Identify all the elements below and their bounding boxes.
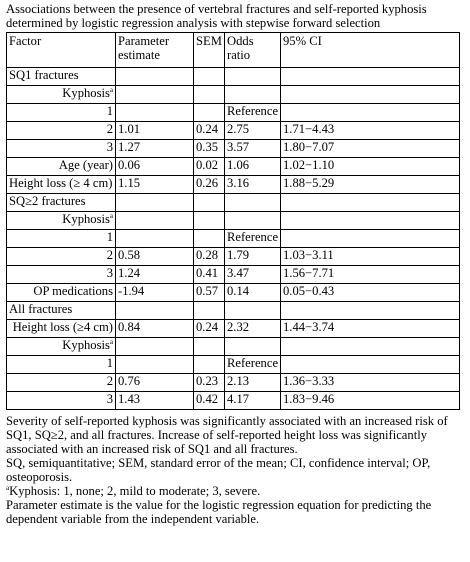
cell-odds: Reference bbox=[225, 356, 281, 374]
factor-label: Kyphosis bbox=[62, 86, 110, 100]
cell-ci bbox=[281, 68, 460, 86]
cell-ci: 1.02−1.10 bbox=[281, 158, 460, 176]
cell-odds: 4.17 bbox=[225, 392, 281, 410]
table-row bbox=[7, 392, 460, 410]
cell-estimate: 0.58 bbox=[116, 248, 194, 266]
cell-ci bbox=[281, 212, 460, 230]
factor-label: Kyphosis bbox=[62, 212, 110, 226]
factor-label: 1 bbox=[106, 356, 113, 370]
cell-sem bbox=[194, 356, 225, 374]
table-row bbox=[7, 122, 460, 140]
factor-label: Height loss (≥4 cm) bbox=[12, 320, 113, 334]
table-row bbox=[7, 338, 460, 356]
footnote-kyphosis-text: Kyphosis: 1, none; 2, mild to moderate; 3, severe. bbox=[9, 484, 261, 498]
regression-table bbox=[6, 32, 460, 410]
factor-label: 1 bbox=[106, 104, 113, 118]
factor-label: 2 bbox=[106, 248, 113, 262]
footnote-summary: Severity of self-reported kyphosis was significantly associated with an increased risk of SQ1, SQ≥2, and all fractures. Increase of self-reported height loss was significantly associated with an increased risk of SQ1 and all fractures. bbox=[6, 414, 448, 456]
cell-ci bbox=[281, 86, 460, 104]
cell-sem bbox=[194, 68, 225, 86]
cell-ci bbox=[281, 302, 460, 320]
cell-ci bbox=[281, 230, 460, 248]
table-row bbox=[7, 140, 460, 158]
cell-estimate: 1.15 bbox=[116, 176, 194, 194]
cell-sem bbox=[194, 104, 225, 122]
cell-sem: 0.35 bbox=[194, 140, 225, 158]
factor-label: All fractures bbox=[9, 302, 73, 316]
table-row bbox=[7, 158, 460, 176]
cell-sem: 0.57 bbox=[194, 284, 225, 302]
cell-sem bbox=[194, 194, 225, 212]
factor-label: Age (year) bbox=[58, 158, 113, 172]
footnote-kyphosis bbox=[6, 484, 466, 498]
footnotes bbox=[6, 414, 466, 526]
cell-estimate: 1.27 bbox=[116, 140, 194, 158]
cell-sem: 0.24 bbox=[194, 320, 225, 338]
cell-factor bbox=[7, 212, 116, 230]
cell-odds: 3.16 bbox=[225, 176, 281, 194]
cell-estimate: 1.24 bbox=[116, 266, 194, 284]
cell-ci: 1.88−5.29 bbox=[281, 176, 460, 194]
cell-factor bbox=[7, 284, 116, 302]
cell-odds: 2.32 bbox=[225, 320, 281, 338]
cell-odds: 3.47 bbox=[225, 266, 281, 284]
cell-estimate: 0.84 bbox=[116, 320, 194, 338]
cell-odds bbox=[225, 194, 281, 212]
cell-ci: 1.80−7.07 bbox=[281, 140, 460, 158]
table-row bbox=[7, 194, 460, 212]
table-title: Associations between the presence of vertebral fractures and self-reported kyphosis determined by logistic regression analysis with stepwise forward selection bbox=[6, 2, 427, 30]
cell-sem: 0.42 bbox=[194, 392, 225, 410]
cell-sem: 0.24 bbox=[194, 122, 225, 140]
cell-odds: 2.13 bbox=[225, 374, 281, 392]
cell-factor bbox=[7, 374, 116, 392]
table-row bbox=[7, 104, 460, 122]
cell-odds: 2.75 bbox=[225, 122, 281, 140]
factor-label: 2 bbox=[106, 122, 113, 136]
cell-factor bbox=[7, 248, 116, 266]
cell-estimate: 0.76 bbox=[116, 374, 194, 392]
cell-sem bbox=[194, 212, 225, 230]
factor-label: 3 bbox=[106, 392, 113, 406]
cell-factor bbox=[7, 302, 116, 320]
cell-odds bbox=[225, 302, 281, 320]
cell-sem bbox=[194, 302, 225, 320]
cell-estimate bbox=[116, 230, 194, 248]
header-odds-ratio: Odds ratio bbox=[225, 33, 281, 68]
header-sem: SEM bbox=[194, 33, 225, 68]
factor-label: SQ≥2 fractures bbox=[9, 194, 86, 208]
cell-estimate bbox=[116, 68, 194, 86]
cell-estimate bbox=[116, 212, 194, 230]
cell-ci: 0.05−0.43 bbox=[281, 284, 460, 302]
footnote-mark: a bbox=[109, 212, 113, 220]
cell-factor bbox=[7, 194, 116, 212]
cell-ci: 1.83−9.46 bbox=[281, 392, 460, 410]
table-figure bbox=[6, 2, 466, 526]
cell-sem: 0.41 bbox=[194, 266, 225, 284]
cell-estimate bbox=[116, 338, 194, 356]
cell-odds bbox=[225, 86, 281, 104]
table-row bbox=[7, 266, 460, 284]
table-row bbox=[7, 356, 460, 374]
cell-estimate bbox=[116, 194, 194, 212]
cell-ci: 1.71−4.43 bbox=[281, 122, 460, 140]
cell-estimate bbox=[116, 302, 194, 320]
table-row bbox=[7, 302, 460, 320]
footnote-parameter: Parameter estimate is the value for the logistic regression equation for predicting the dependent variable from the independent variable. bbox=[6, 498, 432, 526]
cell-odds bbox=[225, 68, 281, 86]
cell-ci bbox=[281, 356, 460, 374]
cell-odds: 0.14 bbox=[225, 284, 281, 302]
cell-factor bbox=[7, 356, 116, 374]
cell-sem bbox=[194, 86, 225, 104]
table-row bbox=[7, 230, 460, 248]
table-row bbox=[7, 374, 460, 392]
factor-label: OP medications bbox=[33, 284, 113, 298]
table-row bbox=[7, 86, 460, 104]
table-row bbox=[7, 212, 460, 230]
factor-label: SQ1 fractures bbox=[9, 68, 79, 82]
table-row bbox=[7, 68, 460, 86]
footnote-mark: a bbox=[109, 86, 113, 94]
factor-label: 2 bbox=[106, 374, 113, 388]
cell-sem bbox=[194, 338, 225, 356]
cell-sem: 0.23 bbox=[194, 374, 225, 392]
cell-factor bbox=[7, 86, 116, 104]
cell-estimate: 0.06 bbox=[116, 158, 194, 176]
factor-label: 1 bbox=[106, 230, 113, 244]
cell-ci: 1.36−3.33 bbox=[281, 374, 460, 392]
table-row bbox=[7, 320, 460, 338]
cell-factor bbox=[7, 140, 116, 158]
cell-estimate: -1.94 bbox=[116, 284, 194, 302]
cell-factor bbox=[7, 392, 116, 410]
cell-estimate bbox=[116, 356, 194, 374]
factor-label: 3 bbox=[106, 266, 113, 280]
cell-factor bbox=[7, 104, 116, 122]
cell-sem: 0.02 bbox=[194, 158, 225, 176]
table-row bbox=[7, 176, 460, 194]
cell-ci: 1.44−3.74 bbox=[281, 320, 460, 338]
cell-factor bbox=[7, 320, 116, 338]
header-estimate: Parameter estimate bbox=[116, 33, 194, 68]
factor-label: Height loss (≥ 4 cm) bbox=[9, 176, 113, 190]
cell-factor bbox=[7, 122, 116, 140]
cell-ci bbox=[281, 338, 460, 356]
header-row bbox=[7, 33, 460, 68]
cell-factor bbox=[7, 68, 116, 86]
cell-factor bbox=[7, 338, 116, 356]
cell-ci: 1.03−3.11 bbox=[281, 248, 460, 266]
cell-estimate bbox=[116, 104, 194, 122]
cell-odds bbox=[225, 338, 281, 356]
footnote-abbreviations: SQ, semiquantitative; SEM, standard error of the mean; CI, confidence interval; OP, osteoporosis. bbox=[6, 456, 431, 484]
footnote-mark: a bbox=[109, 338, 113, 346]
factor-label: 3 bbox=[106, 140, 113, 154]
header-ci: 95% CI bbox=[281, 33, 460, 68]
header-factor: Factor bbox=[7, 33, 116, 68]
cell-estimate: 1.01 bbox=[116, 122, 194, 140]
cell-factor bbox=[7, 266, 116, 284]
cell-factor bbox=[7, 158, 116, 176]
cell-sem bbox=[194, 230, 225, 248]
cell-factor bbox=[7, 230, 116, 248]
factor-label: Kyphosis bbox=[62, 338, 110, 352]
table-row bbox=[7, 284, 460, 302]
cell-odds bbox=[225, 212, 281, 230]
cell-factor bbox=[7, 176, 116, 194]
cell-odds: 1.79 bbox=[225, 248, 281, 266]
table-row bbox=[7, 248, 460, 266]
cell-odds: 1.06 bbox=[225, 158, 281, 176]
cell-ci: 1.56−7.71 bbox=[281, 266, 460, 284]
footnote-mark: a bbox=[6, 484, 10, 492]
cell-ci bbox=[281, 104, 460, 122]
cell-odds: Reference bbox=[225, 104, 281, 122]
cell-estimate: 1.43 bbox=[116, 392, 194, 410]
cell-sem: 0.26 bbox=[194, 176, 225, 194]
cell-odds: 3.57 bbox=[225, 140, 281, 158]
table-body bbox=[7, 68, 460, 410]
cell-sem: 0.28 bbox=[194, 248, 225, 266]
cell-ci bbox=[281, 194, 460, 212]
cell-odds: Reference bbox=[225, 230, 281, 248]
cell-estimate bbox=[116, 86, 194, 104]
